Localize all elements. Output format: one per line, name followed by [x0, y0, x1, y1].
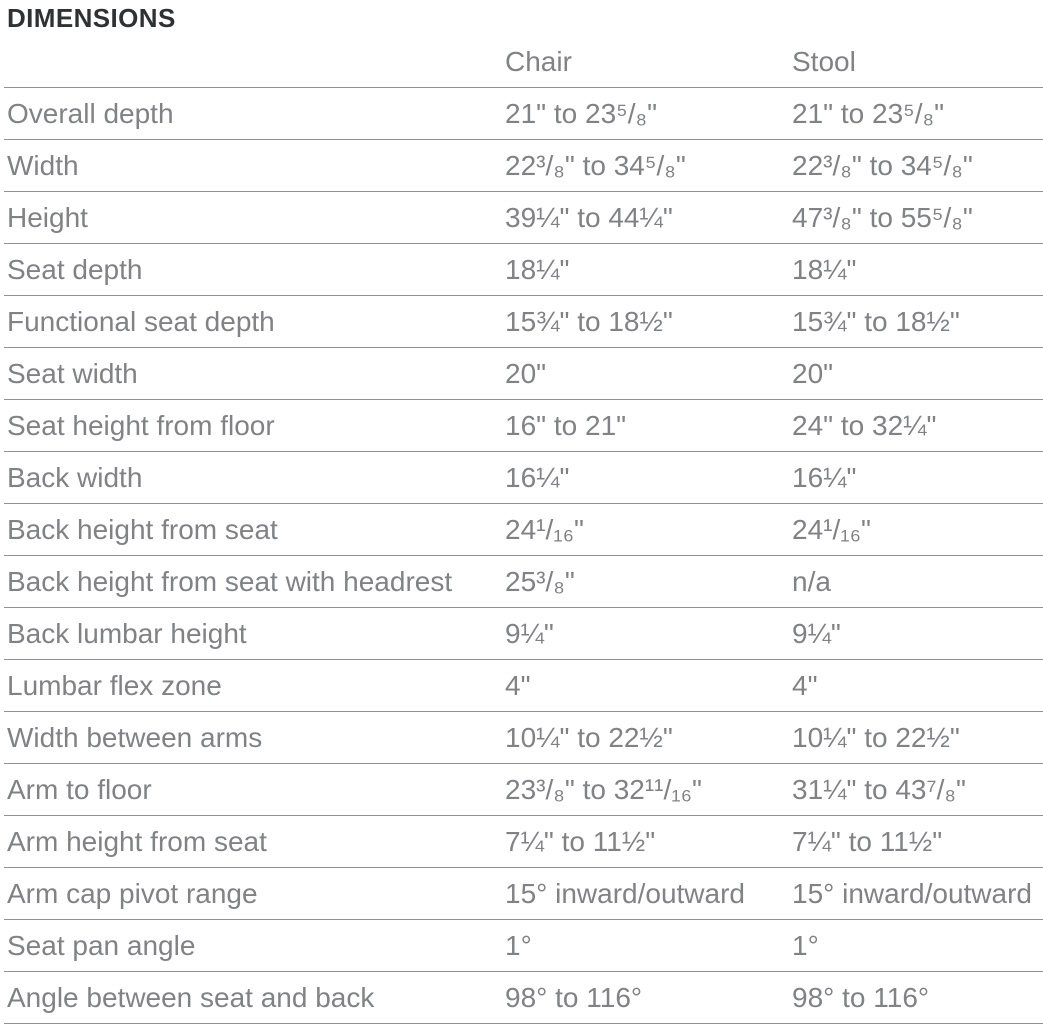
stool-value: 9¼": [792, 608, 1043, 660]
table-row: [4, 712, 1043, 764]
table-row: [4, 608, 1043, 660]
row-label: Seat height from floor: [4, 400, 505, 452]
table-row: [4, 296, 1043, 348]
stool-value: 24" to 32¼": [792, 400, 1043, 452]
stool-value: 7¼" to 11½": [792, 816, 1043, 868]
table-row: [4, 660, 1043, 712]
chair-value: 18¼": [505, 244, 792, 296]
page-title: DIMENSIONS: [7, 3, 176, 33]
table-row: [4, 140, 1043, 192]
row-label: Back height from seat: [4, 504, 505, 556]
stool-value: 20": [792, 348, 1043, 400]
chair-value: 22³/₈" to 34⁵/₈": [505, 140, 792, 192]
row-label: Height: [4, 192, 505, 244]
chair-value: 7¼" to 11½": [505, 816, 792, 868]
header-empty-cell: [4, 36, 505, 88]
row-label: Back lumbar height: [4, 608, 505, 660]
header-chair: Chair: [505, 36, 792, 88]
row-label: Overall depth: [4, 88, 505, 140]
table-row: [4, 504, 1043, 556]
row-label: Arm to floor: [4, 764, 505, 816]
table-row: [4, 192, 1043, 244]
table-row: [4, 556, 1043, 608]
dimensions-table: [4, 36, 1043, 1024]
table-row: [4, 868, 1043, 920]
row-label: Back width: [4, 452, 505, 504]
table-row: [4, 816, 1043, 868]
chair-value: 10¼" to 22½": [505, 712, 792, 764]
row-label: Arm cap pivot range: [4, 868, 505, 920]
stool-value: 21" to 23⁵/₈": [792, 88, 1043, 140]
row-label: Seat depth: [4, 244, 505, 296]
stool-value: 24¹/₁₆": [792, 504, 1043, 556]
chair-value: 1°: [505, 920, 792, 972]
table-row: [4, 244, 1043, 296]
chair-value: 39¼" to 44¼": [505, 192, 792, 244]
chair-value: 15° inward/outward: [505, 868, 792, 920]
chair-value: 25³/₈": [505, 556, 792, 608]
chair-value: 9¼": [505, 608, 792, 660]
row-label: Back height from seat with headrest: [4, 556, 505, 608]
chair-value: 24¹/₁₆": [505, 504, 792, 556]
stool-value: 15¾" to 18½": [792, 296, 1043, 348]
table-row: [4, 88, 1043, 140]
table-row: [4, 920, 1043, 972]
table-row: [4, 400, 1043, 452]
chair-value: 16" to 21": [505, 400, 792, 452]
row-label: Functional seat depth: [4, 296, 505, 348]
row-label: Width: [4, 140, 505, 192]
stool-value: 18¼": [792, 244, 1043, 296]
header-row: [4, 36, 1043, 88]
row-label: Seat width: [4, 348, 505, 400]
chair-value: 20": [505, 348, 792, 400]
row-label: Lumbar flex zone: [4, 660, 505, 712]
table-row: [4, 764, 1043, 816]
table-row: [4, 452, 1043, 504]
header-stool: Stool: [792, 36, 1043, 88]
chair-value: 23³/₈" to 32¹¹/₁₆": [505, 764, 792, 816]
chair-value: 4": [505, 660, 792, 712]
stool-value: 47³/₈" to 55⁵/₈": [792, 192, 1043, 244]
stool-value: n/a: [792, 556, 1043, 608]
chair-value: 16¼": [505, 452, 792, 504]
chair-value: 98° to 116°: [505, 972, 792, 1024]
stool-value: 10¼" to 22½": [792, 712, 1043, 764]
table-row: [4, 972, 1043, 1024]
chair-value: 21" to 23⁵/₈": [505, 88, 792, 140]
stool-value: 31¼" to 43⁷/₈": [792, 764, 1043, 816]
stool-value: 1°: [792, 920, 1043, 972]
row-label: Arm height from seat: [4, 816, 505, 868]
row-label: Width between arms: [4, 712, 505, 764]
stool-value: 4": [792, 660, 1043, 712]
row-label: Seat pan angle: [4, 920, 505, 972]
row-label: Angle between seat and back: [4, 972, 505, 1024]
stool-value: 15° inward/outward: [792, 868, 1043, 920]
stool-value: 98° to 116°: [792, 972, 1043, 1024]
table-row: [4, 348, 1043, 400]
stool-value: 16¼": [792, 452, 1043, 504]
stool-value: 22³/₈" to 34⁵/₈": [792, 140, 1043, 192]
chair-value: 15¾" to 18½": [505, 296, 792, 348]
